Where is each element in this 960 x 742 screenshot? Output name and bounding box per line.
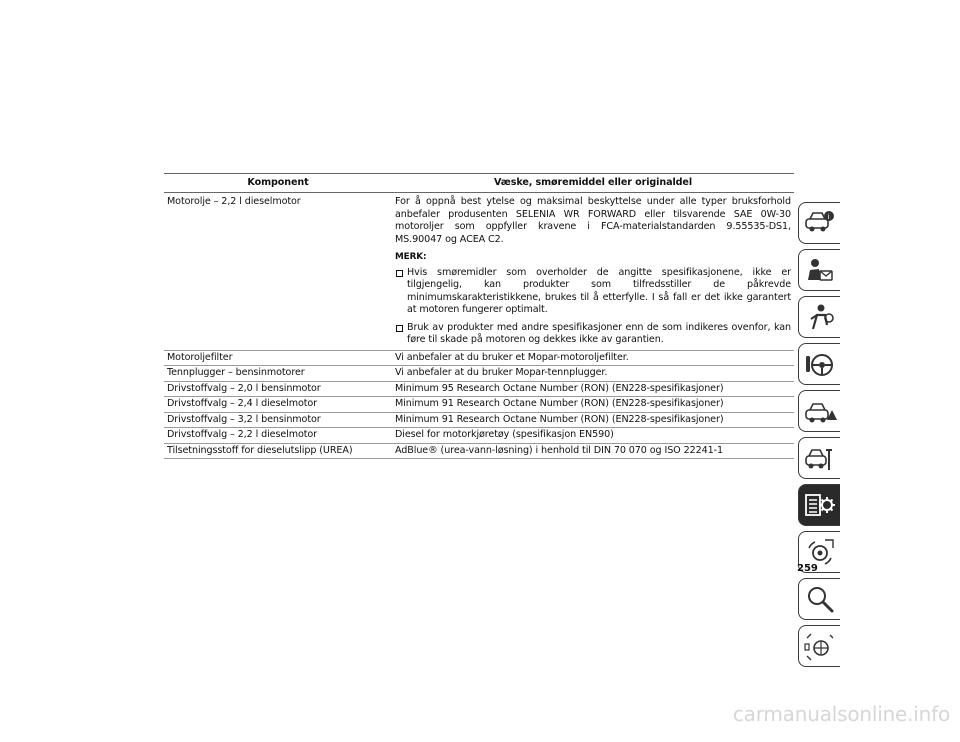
safety-airbag-icon [803, 301, 837, 335]
row-component: Motorolje – 2,2 l dieselmotor [164, 193, 392, 351]
language-icon [803, 630, 837, 664]
emergency-car-icon [803, 395, 837, 429]
table-header-row [164, 174, 794, 193]
tab-starting-operating[interactable] [798, 343, 840, 385]
row-component: Drivstoffvalg – 2,2 l dieselmotor [164, 428, 392, 444]
tab-driver-controls[interactable] [798, 249, 840, 291]
tab-index[interactable] [798, 578, 840, 620]
table-row [164, 350, 794, 366]
page-number: 259 [797, 563, 818, 574]
car-info-icon [803, 207, 837, 241]
row-spec: Minimum 91 Research Octane Number (RON) (EN228-spesifikasjoner) [392, 412, 794, 428]
service-maintenance-icon [803, 442, 837, 476]
table-row [164, 412, 794, 428]
row-spec: AdBlue® (urea-vann-løsning) i henhold til DIN 70 070 og ISO 22241-1 [392, 443, 794, 459]
header-fluid: Væske, smøremiddel eller originaldel [392, 174, 794, 193]
tab-language[interactable] [798, 625, 840, 667]
tab-emergencies[interactable] [798, 390, 840, 432]
note-title: MERK: [395, 252, 427, 262]
header-component: Komponent [164, 174, 392, 193]
tab-car-info[interactable] [798, 202, 840, 244]
watermark: carmanualsonline.info [732, 702, 950, 726]
checkbox-bullet-icon [396, 270, 403, 277]
row-component: Motoroljefilter [164, 350, 392, 366]
technical-specs-icon [803, 489, 837, 523]
note-bullet [395, 322, 791, 347]
table-row [164, 443, 794, 459]
svg-text:i: i [827, 213, 830, 221]
row-spec: Minimum 91 Research Octane Number (RON) (EN228-spesifikasjoner) [392, 397, 794, 413]
row-component: Tilsetningsstoff for dieselutslipp (UREA) [164, 443, 392, 459]
note-bullet [395, 267, 791, 317]
table-row [164, 428, 794, 444]
row-component: Tennplugger – bensinmotorer [164, 366, 392, 382]
table-row [164, 193, 794, 351]
tab-service[interactable] [798, 437, 840, 479]
index-search-icon [803, 583, 837, 617]
row-component: Drivstoffvalg – 2,4 l dieselmotor [164, 397, 392, 413]
row-spec: Vi anbefaler at du bruker et Mopar-motoroljefilter. [392, 350, 794, 366]
bullet-text: Hvis smøremidler som overholder de angitte spesifikasjonene, ikke er tilgjengelig, kan produkter som tilfredsstiller de påkrevde minimumskarakteristikkene, brukes til å etterfylle. I så fall er det ikke garantert at motoren fungerer optimalt. [407, 266, 791, 315]
table-row [164, 397, 794, 413]
steering-wheel-icon [803, 348, 837, 382]
specifications-table [164, 173, 794, 459]
chapter-tabs [798, 202, 842, 672]
row-component: Drivstoffvalg – 3,2 l bensinmotor [164, 412, 392, 428]
row-spec: Vi anbefaler at du bruker Mopar-tennplugger. [392, 366, 794, 382]
driver-controls-icon [803, 254, 837, 288]
table-row [164, 366, 794, 382]
engine-oil-text: For å oppnå best ytelse og maksimal beskyttelse under alle typer bruksforhold anbefaler produsenten SELENIA WR FORWARD eller tilsvarende SAE 0W-30 motoroljer som oppfyller kravene i FCA-materialstandarden 9.55535-DS1, MS.90047 og ACEA C2. [395, 196, 791, 245]
row-component: Drivstoffvalg – 2,0 l bensinmotor [164, 381, 392, 397]
table-row [164, 381, 794, 397]
row-spec [392, 193, 794, 351]
row-spec: Diesel for motorkjøretøy (spesifikasjon EN590) [392, 428, 794, 444]
bullet-text: Bruk av produkter med andre spesifikasjoner enn de som indikeres ovenfor, kan føre til skade på motoren og dekkes ikke av garantien. [407, 321, 791, 345]
tab-technical-specs[interactable] [798, 484, 840, 526]
tab-safety[interactable] [798, 296, 840, 338]
row-spec: Minimum 95 Research Octane Number (RON) (EN228-spesifikasjoner) [392, 381, 794, 397]
checkbox-bullet-icon [396, 325, 403, 332]
